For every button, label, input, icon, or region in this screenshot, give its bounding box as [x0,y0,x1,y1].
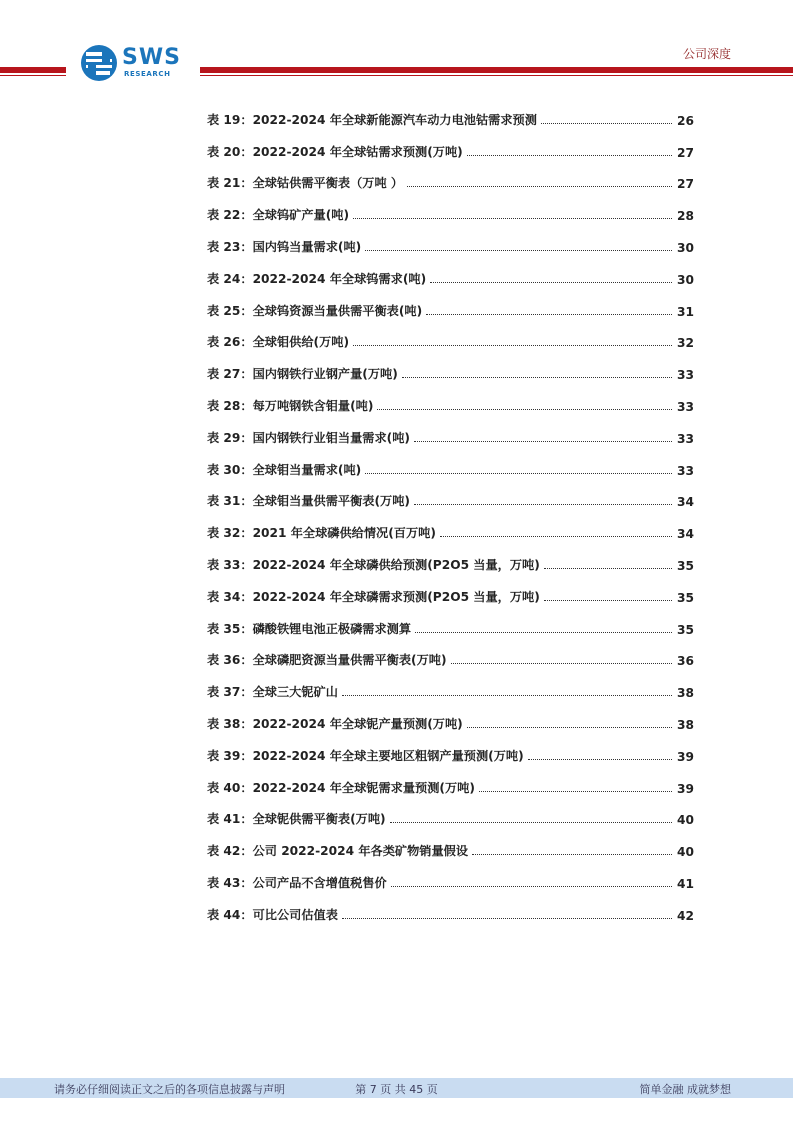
toc-dot-leader [467,727,672,728]
footer-page-number: 第 7 页 共 45 页 [355,1083,438,1096]
page-footer [0,1078,793,1098]
logo-text: SWS [122,45,181,70]
toc-dot-leader [342,695,672,696]
toc-entry-page-number[interactable]: 27 [677,145,694,160]
toc-entry-page-number[interactable]: 42 [677,908,694,923]
document-type-label: 公司深度 [682,47,731,61]
toc-entry[interactable] [207,100,694,132]
toc-dot-leader [544,568,672,569]
toc-entry-label[interactable]: 表 20：2022-2024 年全球钴需求预测(万吨) [207,144,463,159]
toc-entry-label[interactable]: 表 34：2022-2024 年全球磷需求预测(P2O5 当量，万吨) [207,589,540,604]
toc-entry-page-number[interactable]: 38 [677,686,694,701]
toc-entry-label[interactable]: 表 28：每万吨钢铁含钼量(吨) [207,398,374,413]
toc-entry-label[interactable]: 表 44：可比公司估值表 [207,907,338,922]
toc-dot-leader [414,441,672,442]
toc-entry-label[interactable]: 表 39：2022-2024 年全球主要地区粗钢产量预测(万吨) [207,748,524,763]
toc-entry-label[interactable]: 表 35：磷酸铁锂电池正极磷需求测算 [207,621,412,636]
toc-entry[interactable] [207,831,694,863]
toc-entry-page-number[interactable]: 33 [677,368,694,383]
toc-entry[interactable] [207,863,694,895]
header-rule-right [200,67,793,73]
header-rule-left [0,67,66,73]
toc-entry-label[interactable]: 表 24：2022-2024 年全球钨需求(吨) [207,271,427,286]
footer-disclaimer: 请务必仔细阅读正文之后的各项信息披露与声明 [54,1083,285,1096]
toc-entry-page-number[interactable]: 33 [677,399,694,414]
toc-entry-label[interactable]: 表 37：全球三大铌矿山 [207,685,338,700]
toc-entry[interactable] [207,291,694,323]
toc-entry-label[interactable]: 表 38：2022-2024 年全球铌产量预测(万吨) [207,716,463,731]
toc-entry[interactable] [207,704,694,736]
toc-entry[interactable] [207,164,694,196]
table-of-tables [207,100,694,927]
toc-dot-leader [472,854,672,855]
toc-dot-leader [377,409,672,410]
toc-entry-label[interactable]: 表 36：全球磷肥资源当量供需平衡表(万吨) [207,653,447,668]
toc-dot-leader [365,473,672,474]
toc-entry-label[interactable]: 表 32：2021 年全球磷供给情况(百万吨) [207,526,436,541]
toc-entry-page-number[interactable]: 26 [677,113,694,128]
toc-dot-leader [544,600,672,601]
toc-entry-page-number[interactable]: 39 [677,749,694,764]
toc-dot-leader [541,123,672,124]
toc-entry-label[interactable]: 表 42：公司 2022-2024 年各类矿物销量假设 [207,844,469,859]
toc-dot-leader [430,282,672,283]
toc-entry[interactable] [207,132,694,164]
toc-entry-page-number[interactable]: 32 [677,336,694,351]
toc-entry-label[interactable]: 表 41：全球铌供需平衡表(万吨) [207,812,386,827]
toc-entry[interactable] [207,577,694,609]
toc-dot-leader [467,155,672,156]
toc-dot-leader [402,377,672,378]
toc-entry-page-number[interactable]: 38 [677,717,694,732]
toc-entry[interactable] [207,195,694,227]
toc-entry-page-number[interactable]: 35 [677,558,694,573]
header-rule-right-thin [200,75,793,76]
toc-dot-leader [415,632,672,633]
toc-entry[interactable] [207,386,694,418]
toc-dot-leader [390,822,672,823]
toc-entry[interactable] [207,736,694,768]
footer-slogan: 简单金融 成就梦想 [639,1083,731,1096]
toc-entry-page-number[interactable]: 33 [677,463,694,478]
toc-entry-label[interactable]: 表 21：全球钴供需平衡表（万吨 ） [207,176,404,191]
toc-entry[interactable] [207,545,694,577]
toc-dot-leader [342,918,672,919]
toc-entry[interactable] [207,641,694,673]
toc-entry-label[interactable]: 表 22：全球钨矿产量(吨) [207,208,350,223]
toc-entry[interactable] [207,259,694,291]
sws-logo-icon [80,44,118,82]
toc-entry[interactable] [207,482,694,514]
header-rule-left-thin [0,75,66,76]
toc-dot-leader [451,663,673,664]
toc-entry-page-number[interactable]: 31 [677,304,694,319]
toc-entry-label[interactable]: 表 27：国内钢铁行业钢产量(万吨) [207,367,398,382]
toc-entry[interactable] [207,672,694,704]
toc-dot-leader [440,536,672,537]
toc-entry-page-number[interactable]: 35 [677,590,694,605]
toc-entry-page-number[interactable]: 34 [677,527,694,542]
toc-entry[interactable] [207,323,694,355]
toc-entry[interactable] [207,227,694,259]
toc-entry[interactable] [207,768,694,800]
toc-entry-page-number[interactable]: 33 [677,431,694,446]
logo-subtext: RESEARCH [124,70,171,78]
toc-entry-label[interactable]: 表 23：国内钨当量需求(吨) [207,239,362,254]
toc-entry-label[interactable]: 表 30：全球钼当量需求(吨) [207,462,362,477]
toc-entry-label[interactable]: 表 43：公司产品不含增值税售价 [207,875,387,890]
toc-entry-page-number[interactable]: 41 [677,876,694,891]
toc-entry-page-number[interactable]: 27 [677,177,694,192]
toc-entry[interactable] [207,513,694,545]
toc-dot-leader [407,186,672,187]
toc-entry[interactable] [207,800,694,832]
toc-dot-leader [479,791,672,792]
toc-dot-leader [365,250,672,251]
toc-entry-label[interactable]: 表 25：全球钨资源当量供需平衡表(吨) [207,303,423,318]
toc-entry-label[interactable]: 表 40：2022-2024 年全球铌需求量预测(万吨) [207,780,475,795]
toc-entry-page-number[interactable]: 30 [677,240,694,255]
sws-logo [80,44,190,84]
toc-entry-page-number[interactable]: 30 [677,272,694,287]
toc-entry-page-number[interactable]: 40 [677,845,694,860]
toc-dot-leader [528,759,672,760]
page-header [0,0,793,90]
toc-entry[interactable] [207,895,694,927]
toc-entry-page-number[interactable]: 40 [677,813,694,828]
toc-entry[interactable] [207,609,694,641]
toc-dot-leader [426,314,672,315]
toc-dot-leader [391,886,672,887]
toc-entry-page-number[interactable]: 39 [677,781,694,796]
toc-dot-leader [353,218,672,219]
toc-entry-page-number[interactable]: 34 [677,495,694,510]
toc-entry-label[interactable]: 表 33：2022-2024 年全球磷供给预测(P2O5 当量，万吨) [207,557,540,572]
toc-entry[interactable] [207,418,694,450]
toc-dot-leader [414,504,672,505]
toc-entry[interactable] [207,450,694,482]
toc-entry-page-number[interactable]: 35 [677,622,694,637]
toc-entry-page-number[interactable]: 28 [677,209,694,224]
toc-entry-label[interactable]: 表 19：2022-2024 年全球新能源汽车动力电池钴需求预测 [207,112,537,127]
toc-entry-label[interactable]: 表 29：国内钢铁行业钼当量需求(吨) [207,430,410,445]
toc-entry-label[interactable]: 表 31：全球钼当量供需平衡表(万吨) [207,494,410,509]
toc-entry-page-number[interactable]: 36 [677,654,694,669]
toc-entry-label[interactable]: 表 26：全球钼供给(万吨) [207,335,350,350]
toc-entry[interactable] [207,354,694,386]
toc-dot-leader [353,345,672,346]
